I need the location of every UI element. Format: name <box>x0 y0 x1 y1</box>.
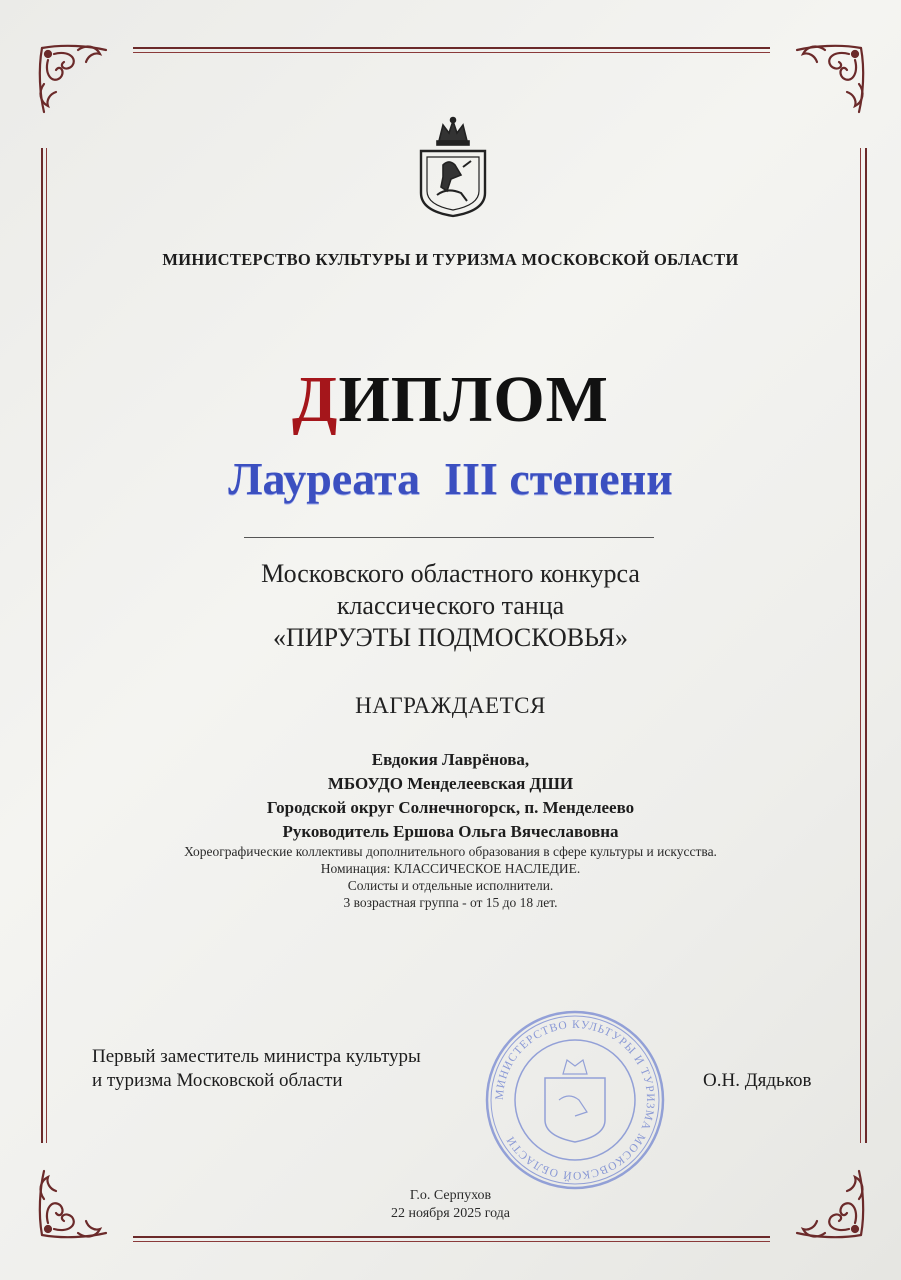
contest-name <box>0 558 901 654</box>
recipient-leader: Руководитель Ершова Ольга Вячеславовна <box>282 822 619 841</box>
stamp-text: МИНИСТЕРСТВО КУЛЬТУРЫ И ТУРИЗМА МОСКОВСКОЙ ОБЛАСТИ <box>493 1018 657 1182</box>
position-line-2: и туризма Московской области <box>92 1070 343 1091</box>
award-details <box>0 843 901 911</box>
recipient-school: МБОУДО Менделеевская ДШИ <box>327 774 574 793</box>
diploma-title <box>0 362 901 438</box>
ornament-top-right-icon <box>789 40 869 120</box>
details-nomination: Номинация: КЛАССИЧЕСКОЕ НАСЛЕДИЕ. <box>320 861 581 876</box>
footer-date: 22 ноября 2025 года <box>390 1206 511 1221</box>
divider-line <box>244 537 654 538</box>
subtitle-part2: III степени <box>444 453 673 504</box>
details-category: Хореографические коллективы дополнительного образования в сфере культуры и искусства. <box>184 844 717 859</box>
subtitle-part1: Лауреата <box>228 453 421 504</box>
title-rest: ИПЛОМ <box>338 363 609 436</box>
contest-line-1: Московского областного конкурса <box>261 559 640 588</box>
details-performers: Солисты и отдельные исполнители. <box>347 878 554 893</box>
footer-block <box>0 1187 901 1223</box>
svg-text:МИНИСТЕРСТВО КУЛЬТУРЫ И ТУРИЗМ <box>494 1019 656 1183</box>
recipient-name: Евдокия Лаврёнова, <box>371 750 530 769</box>
contest-line-2: классического танца <box>336 591 565 620</box>
ministry-header: МИНИСТЕРСТВО КУЛЬТУРЫ И ТУРИЗМА МОСКОВСКОЙ ОБЛАСТИ <box>162 250 739 269</box>
awarded-label: НАГРАЖДАЕТСЯ <box>355 693 546 718</box>
official-stamp-icon <box>483 1008 667 1192</box>
coat-of-arms-icon <box>417 115 489 218</box>
footer-city: Г.о. Серпухов <box>409 1188 492 1203</box>
frame-top-inner-line <box>133 52 770 53</box>
details-age-group: 3 возрастная группа - от 15 до 18 лет. <box>343 895 558 910</box>
signatory-position <box>92 1045 421 1093</box>
laureate-subtitle <box>0 452 901 505</box>
recipient-location: Городской округ Солнечногорск, п. Менделеево <box>266 798 635 817</box>
position-line-1: Первый заместитель министра культуры <box>92 1046 421 1067</box>
recipient-block <box>0 748 901 844</box>
signatory-name: О.Н. Дядьков <box>703 1070 812 1091</box>
contest-line-3: «ПИРУЭТЫ ПОДМОСКОВЬЯ» <box>273 623 628 652</box>
title-first-letter: Д <box>292 363 339 436</box>
ornament-top-left-icon <box>34 40 114 120</box>
frame-bottom-line <box>133 1236 770 1238</box>
frame-bottom-inner-line <box>133 1241 770 1242</box>
frame-top-line <box>133 47 770 49</box>
